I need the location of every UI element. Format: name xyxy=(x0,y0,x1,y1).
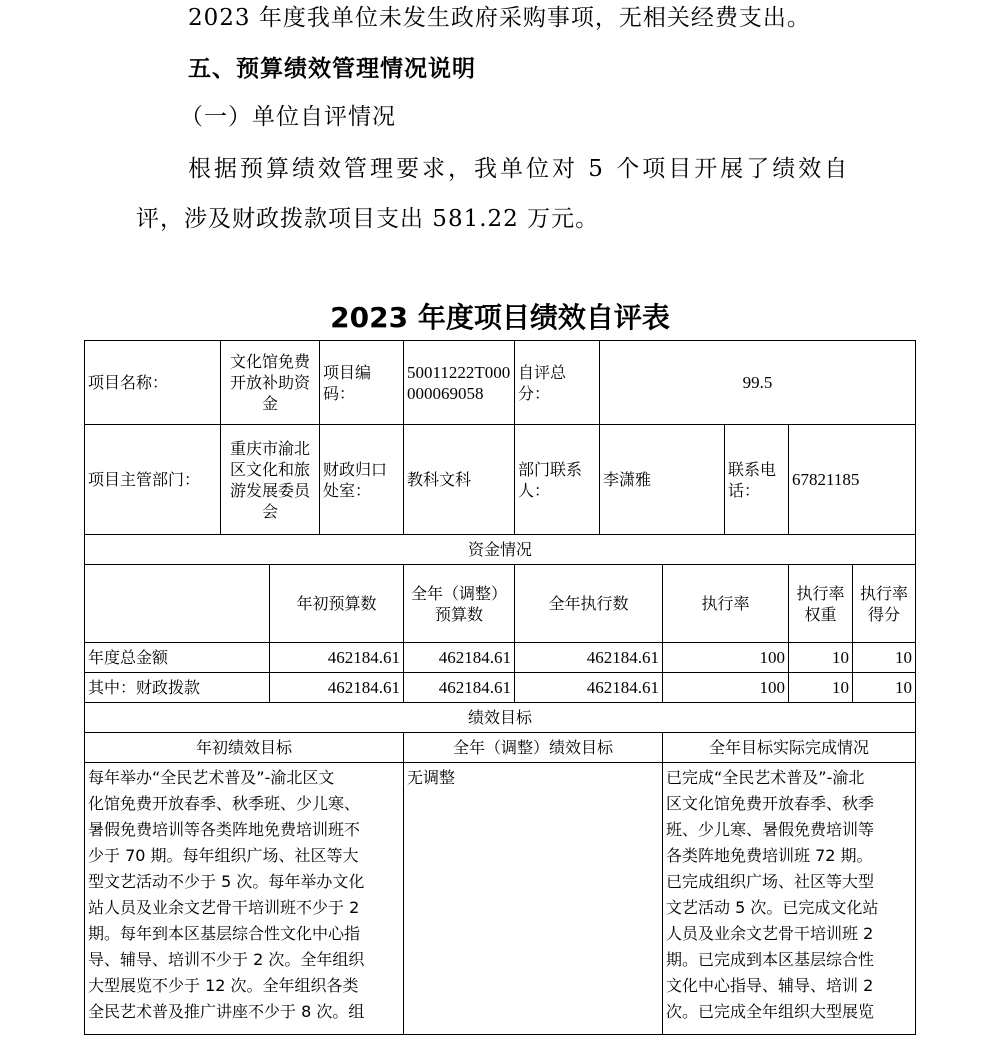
goals-section-label: 绩效目标 xyxy=(85,703,916,733)
phone-value: 67821185 xyxy=(789,425,916,535)
funds-header-weight: 执行率权重 xyxy=(789,565,853,643)
contact-value: 李潇雅 xyxy=(600,425,725,535)
text-line: 化馆免费开放春季、秋季班、少儿寒、 xyxy=(88,794,361,813)
funds-section-label: 资金情况 xyxy=(85,535,916,565)
funds-row-label: 年度总金额 xyxy=(85,643,270,673)
funds-row-rate: 100 xyxy=(663,643,789,673)
text-line: 全民艺术普及推广讲座不少于 8 次。组 xyxy=(88,1002,365,1021)
text-line: 每年举办“全民艺术普及”-渝北区文 xyxy=(88,768,335,787)
funds-row-rate: 100 xyxy=(663,673,789,703)
text-line: 已完成“全民艺术普及”-渝北 xyxy=(666,768,865,787)
table-title: 2023 年度项目绩效自评表 xyxy=(330,301,670,334)
funds-row-score: 10 xyxy=(853,643,916,673)
funds-row-weight: 10 xyxy=(789,643,853,673)
goals-header-row xyxy=(85,733,916,763)
project-code-label: 项目编码： xyxy=(320,341,404,425)
text-line: 次。已完成全年组织大型展览 xyxy=(666,1002,875,1021)
goals-initial-text xyxy=(85,763,404,1035)
funds-row-weight: 10 xyxy=(789,673,853,703)
text-line: 各类阵地免费培训班 72 期。 xyxy=(666,846,873,865)
project-name-value: 文化馆免费开放补助资金 xyxy=(221,341,320,425)
text-line: 站人员及业余文艺骨干培训班不少于 2 xyxy=(88,898,360,917)
paragraph-self-eval-line1: 根据预算绩效管理要求，我单位对 5 个项目开展了绩效自 xyxy=(188,156,851,182)
text-line: 已完成组织广场、社区等大型 xyxy=(666,872,875,891)
goals-header-adjusted: 全年（调整）绩效目标 xyxy=(404,733,663,763)
text-line: 文化中心指导、辅导、培训 2 xyxy=(666,976,874,995)
funds-header-adjusted: 全年（调整）预算数 xyxy=(404,565,515,643)
funds-header-initial: 年初预算数 xyxy=(270,565,404,643)
funds-row-adjusted: 462184.61 xyxy=(404,643,515,673)
funds-row-adjusted: 462184.61 xyxy=(404,673,515,703)
funds-row-initial: 462184.61 xyxy=(270,673,404,703)
text-line: 文艺活动 5 次。已完成文化站 xyxy=(666,898,879,917)
funds-header-score: 执行率得分 xyxy=(853,565,916,643)
project-name-label: 项目名称： xyxy=(85,341,221,425)
self-score-value: 99.5 xyxy=(600,341,916,425)
finance-office-label: 财政归口处室： xyxy=(320,425,404,535)
finance-office-value: 教科文科 xyxy=(404,425,515,535)
contact-label: 部门联系人： xyxy=(515,425,600,535)
funds-row-score: 10 xyxy=(853,673,916,703)
funds-row-executed: 462184.61 xyxy=(515,643,663,673)
department-value: 重庆市渝北区文化和旅游发展委员会 xyxy=(221,425,320,535)
funds-header-executed: 全年执行数 xyxy=(515,565,663,643)
goals-actual-text xyxy=(663,763,916,1035)
section-heading-5: 五、预算绩效管理情况说明 xyxy=(188,56,476,82)
text-line: 型文艺活动不少于 5 次。每年举办文化 xyxy=(88,872,365,891)
department-row xyxy=(85,425,916,535)
text-line: 期。已完成到本区基层综合性 xyxy=(666,950,875,969)
text-line: 导、辅导、培训不少于 2 次。全年组织 xyxy=(88,950,365,969)
funds-section-row xyxy=(85,535,916,565)
text-line: 区文化馆免费开放春季、秋季 xyxy=(666,794,875,813)
funds-row-fiscal xyxy=(85,673,916,703)
text-line: 暑假免费培训等各类阵地免费培训班不 xyxy=(88,820,361,839)
text-line: 期。每年到本区基层综合性文化中心指 xyxy=(88,924,361,943)
goals-header-actual: 全年目标实际完成情况 xyxy=(663,733,916,763)
performance-table xyxy=(84,340,916,1035)
funds-header-row xyxy=(85,565,916,643)
text-line: 少于 70 期。每年组织广场、社区等大 xyxy=(88,846,359,865)
self-score-label: 自评总分： xyxy=(515,341,600,425)
project-code-value: 50011222T000000069058 xyxy=(404,341,515,425)
funds-row-label: 其中：财政拨款 xyxy=(85,673,270,703)
department-label: 项目主管部门： xyxy=(85,425,221,535)
text-line: 大型展览不少于 12 次。全年组织各类 xyxy=(88,976,359,995)
goals-content-row xyxy=(85,763,916,1035)
funds-row-initial: 462184.61 xyxy=(270,643,404,673)
funds-header-blank xyxy=(85,565,270,643)
subsection-heading-1: （一）单位自评情况 xyxy=(180,104,396,130)
text-line: 班、少儿寒、暑假免费培训等 xyxy=(666,820,875,839)
goals-section-row xyxy=(85,703,916,733)
funds-row-total xyxy=(85,643,916,673)
goals-header-initial: 年初绩效目标 xyxy=(85,733,404,763)
paragraph-self-eval-line2: 评，涉及财政拨款项目支出 581.22 万元。 xyxy=(136,206,600,232)
goals-adjusted-text: 无调整 xyxy=(404,763,663,1035)
funds-header-rate: 执行率 xyxy=(663,565,789,643)
funds-row-executed: 462184.61 xyxy=(515,673,663,703)
phone-label: 联系电话： xyxy=(725,425,789,535)
project-row xyxy=(85,341,916,425)
paragraph-procurement: 2023 年度我单位未发生政府采购事项，无相关经费支出。 xyxy=(188,5,811,31)
text-line: 人员及业余文艺骨干培训班 2 xyxy=(666,924,874,943)
